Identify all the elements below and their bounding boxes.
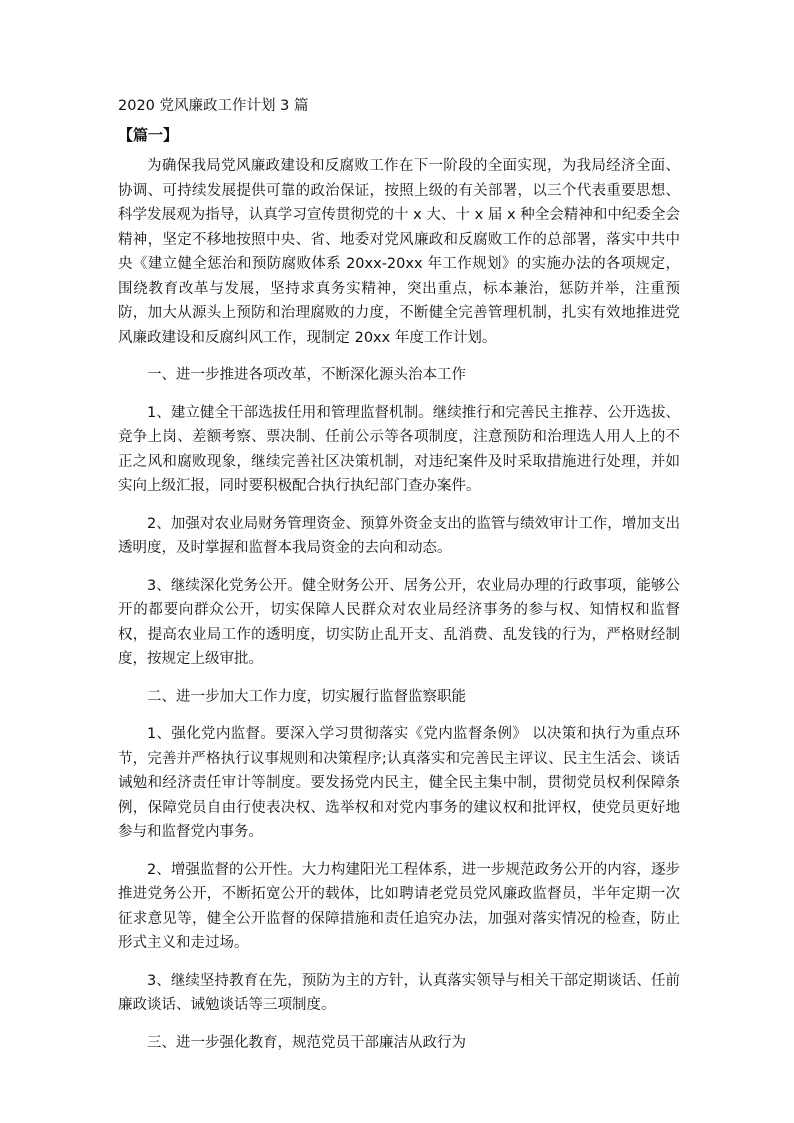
paragraph-1-2: 2、加强对农业局财务管理资金、预算外资金支出的监管与绩效审计工作，增加支出透明度，及时掌握和监督本我局资金的去向和动态。 — [118, 515, 680, 556]
document-title: 2020 党风廉政工作计划 3 篇 — [118, 98, 309, 114]
paragraph-2-3: 3、继续坚持教育在先，预防为主的方针，认真落实领导与相关干部定期谈话、任前廉政谈话、诫勉谈话等三项制度。 — [118, 972, 680, 1013]
heading-section-2: 二、进一步加大工作力度，切实履行监督监察职能 — [147, 688, 466, 705]
paragraph-2-1: 1、强化党内监督。要深入学习贯彻落实《党内监督条例》 以决策和执行为重点环节，完善并严格执行议事规则和决策程序;认真落实和完善民主评议、民主生活会、谈话诫勉和经济责任审计等制度。要发扬党内民主，健全民主集中制，贯彻党员权利保障条例，保障党员自由行使表决权、选举权和对党内事务的建议权和批评权，使党员更好地参与和监督党内事务。 — [118, 726, 680, 840]
document-body — [118, 94, 680, 1068]
heading-section-3: 三、进一步强化教育，规范党员干部廉洁从政行为 — [147, 1034, 466, 1051]
paragraph-intro: 为确保我局党风廉政建设和反腐败工作在下一阶段的全面实现，为我局经济全面、协调、可持续发展提供可靠的政治保证，按照上级的有关部署，以三个代表重要思想、科学发展观为指导，认真学习宣传贯彻党的十 x 大、十 x 届 x 种全会精神和中纪委全会精神，坚定不移地按照中央、省、地委对党风廉政和反腐败工作的总部署，落实中共中央《建立健全惩治和预防腐败体系 20xx-20xx 年工作规划》的实施办法的各项规定，围绕教育改革与发展，坚持求真务实精神，突出重点，标本兼治，惩防并举，注重预防，加大从源头上预防和治理腐败的力度，不断健全完善管理机制，扎实有效地推进党风廉政建设和反腐纠风工作，现制定 20xx 年度工作计划。 — [118, 158, 680, 346]
section-label: 【篇一】 — [118, 126, 179, 144]
paragraph-1-3: 3、继续深化党务公开。健全财务公开、居务公开，农业局办理的行政事项，能够公开的都要向群众公开，切实保障人民群众对农业局经济事务的参与权、知情权和监督权，提高农业局工作的透明度，切实防止乱开支、乱消费、乱发钱的行为，严格财经制度，按规定上级审批。 — [118, 577, 680, 667]
paragraph-1-1: 1、建立健全干部选拔任用和管理监督机制。继续推行和完善民主推荐、公开选拔、竞争上岗、差额考察、票决制、任前公示等各项制度，注意预防和治理选人用人上的不正之风和腐败现象，继续完善社区决策机制，对违纪案件及时采取措施进行处理，并如实向上级汇报，同时要积极配合执行执纪部门查办案件。 — [118, 404, 680, 494]
heading-section-1: 一、进一步推进各项改革，不断深化源头治本工作 — [147, 367, 466, 383]
paragraph-2-2: 2、增强监督的公开性。大力构建阳光工程体系，进一步规范政务公开的内容，逐步推进党务公开，不断拓宽公开的载体，比如聘请老党员党风廉政监督员，半年定期一次征求意见等，健全公开监督的保障措施和责任追究办法，加强对落实情况的检查，防止形式主义和走过场。 — [118, 861, 680, 951]
